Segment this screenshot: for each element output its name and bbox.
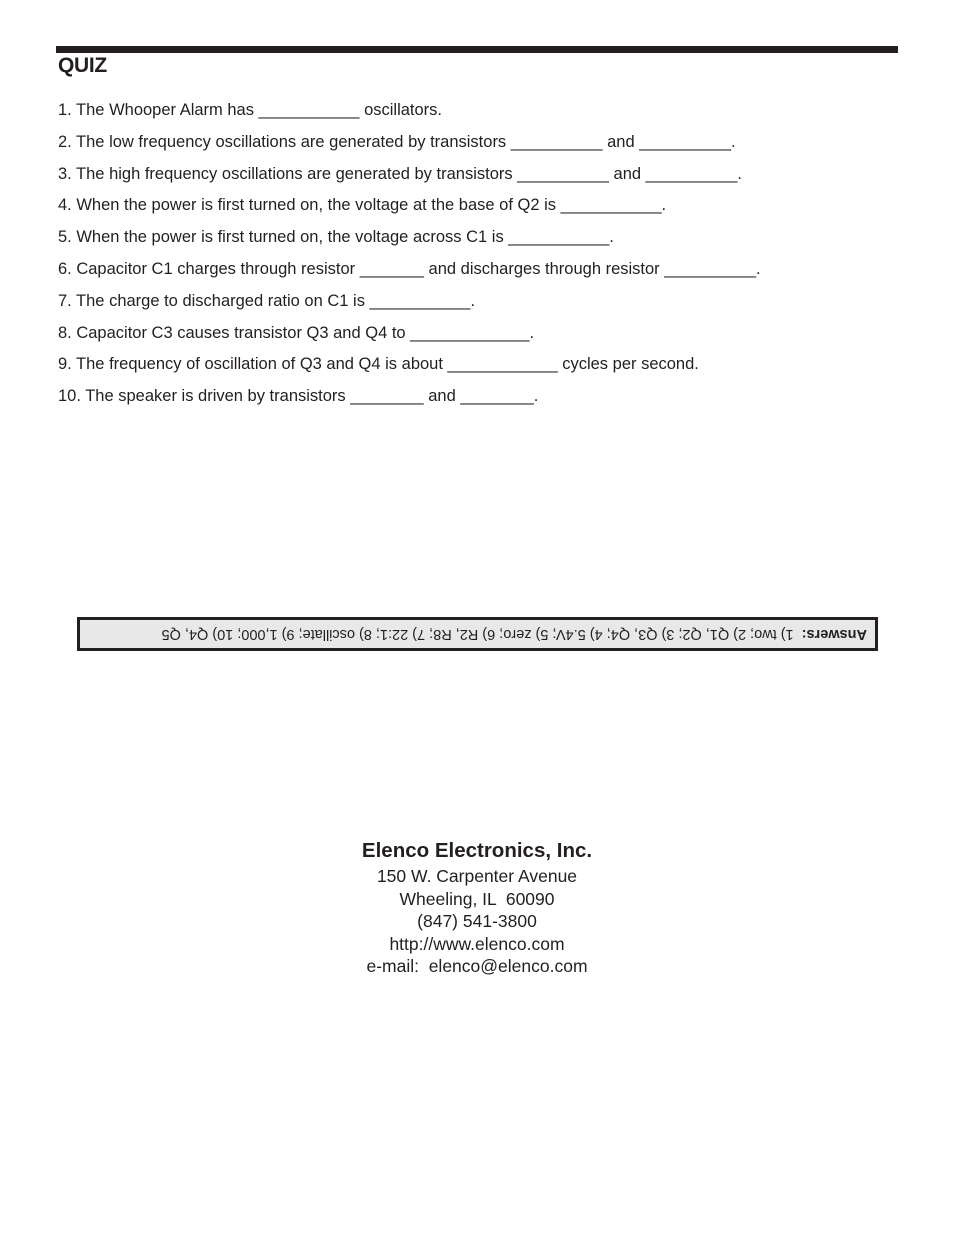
company-email: e-mail: elenco@elenco.com [366,956,588,977]
quiz-question-9: 9. The frequency of oscillation of Q3 and Q4 is about ____________ cycles per second. [58,355,699,374]
company-contact-block [0,837,954,978]
company-phone: (847) 541-3800 [417,911,537,932]
quiz-question-8: 8. Capacitor C3 causes transistor Q3 and Q4 to _____________. [58,323,535,342]
quiz-question-list [58,98,761,416]
quiz-question-10: 10. The speaker is driven by transistors ________ and ________. [58,387,539,406]
header-rule [56,46,898,53]
answers-label: Answers: [801,626,867,642]
quiz-question-1: 1. The Whooper Alarm has ___________ oscillators. [58,101,443,119]
answers-upside-down-text [80,620,875,648]
company-address: 150 W. Carpenter Avenue [376,866,578,886]
quiz-question-3: 3. The high frequency oscillations are generated by transistors __________ and __________. [58,164,743,183]
answers-box [77,617,878,651]
company-city: Wheeling, IL 60090 [399,888,555,909]
quiz-question-6: 6. Capacitor C1 charges through resistor _______ and discharges through resistor __________. [58,259,761,278]
quiz-question-2: 2. The low frequency oscillations are generated by transistors __________ and __________. [58,132,736,151]
quiz-question-5: 5. When the power is first turned on, the voltage across C1 is ___________. [58,228,614,247]
company-name: Elenco Electronics, Inc. [361,839,593,862]
company-website: http://www.elenco.com [389,933,565,954]
quiz-question-7: 7. The charge to discharged ratio on C1 is ___________. [58,291,476,310]
answers-list: 1) two; 2) Q1, Q2; 3) Q3, Q4; 4) 5.4V; 5) zero; 6) R2, R8; 7) 22:1; 8) oscillate; 9) 1,000; 10) Q4, Q5 [161,626,802,642]
quiz-heading: QUIZ [58,54,107,77]
quiz-question-4: 4. When the power is first turned on, the voltage at the base of Q2 is ___________. [58,196,667,215]
